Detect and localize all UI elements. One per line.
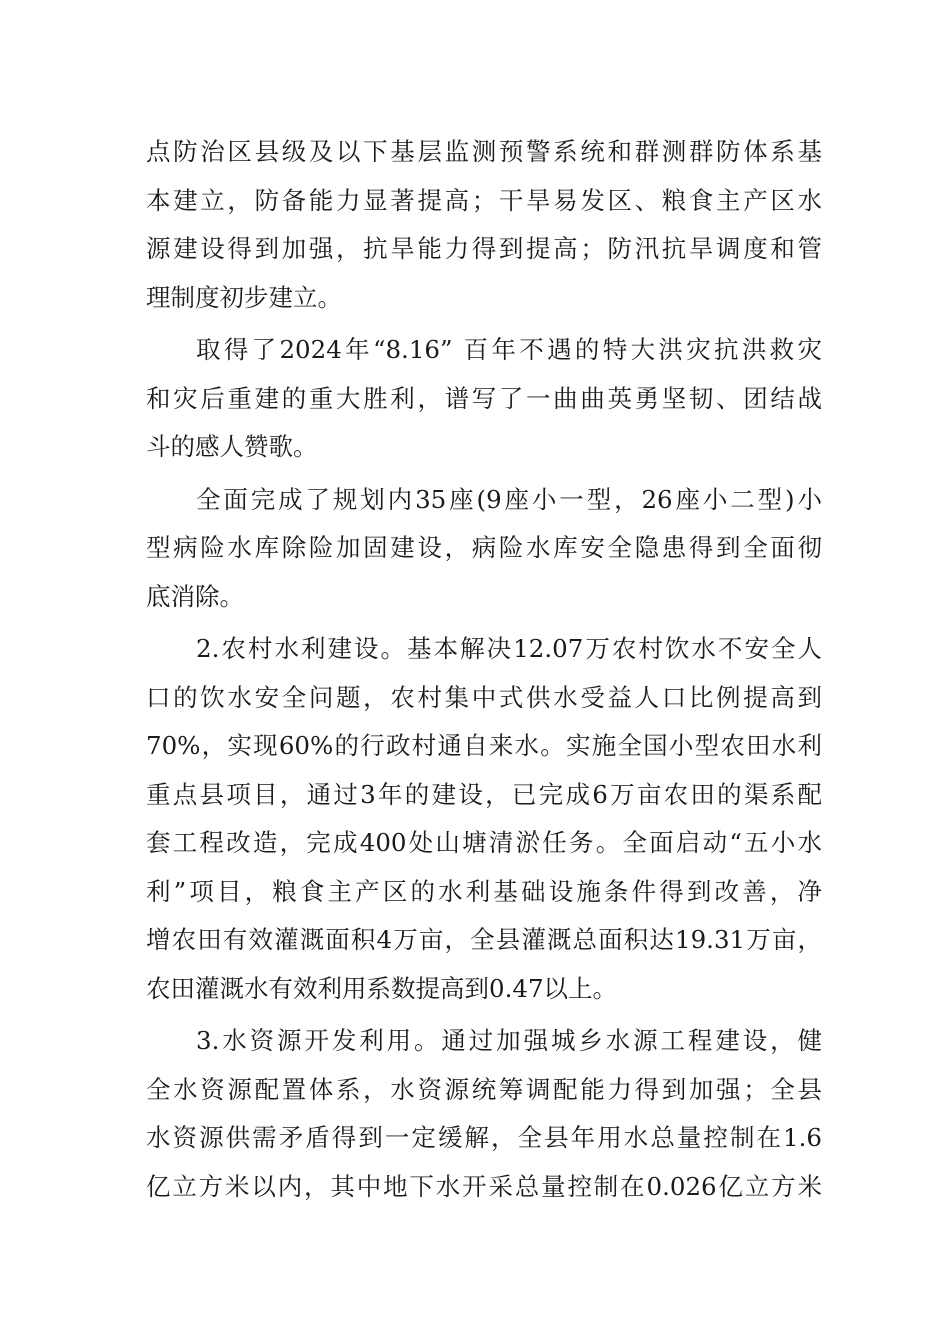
text-line: 农田灌溉水有效利用系数提高到0.47以上。	[146, 973, 618, 1003]
text-line: 点防治区县级及以下基层监测预警系统和群测群防体系基	[146, 137, 822, 166]
text-line: 2.农村水利建设。基本解决12.07万农村饮水不安全人	[196, 634, 822, 663]
text-line: 3.水资源开发利用。通过加强城乡水源工程建设，健	[196, 1026, 822, 1055]
text-line: 全水资源配置体系，水资源统筹调配能力得到加强；全县	[146, 1074, 822, 1104]
text-line: 口的饮水安全问题，农村集中式供水受益人口比例提高到	[146, 682, 822, 712]
text-line: 源建设得到加强，抗旱能力得到提高；防汛抗旱调度和管	[146, 234, 822, 263]
text-line: 底消除。	[146, 581, 244, 611]
document-body	[146, 128, 822, 1211]
text-line: 70%，实现60%的行政村通自来水。实施全国小型农田水利	[146, 731, 822, 760]
paragraph-2	[146, 326, 822, 472]
text-line: 全面完成了规划内35座(9座小一型，26座小二型)小	[196, 484, 822, 514]
text-line: 增农田有效灌溉面积4万亩，全县灌溉总面积达19.31万亩，	[146, 925, 822, 954]
text-line: 斗的感人赞歌。	[146, 432, 318, 461]
text-line: 套工程改造，完成400处山塘清淤任务。全面启动“五小水	[146, 828, 822, 857]
text-line: 水资源供需矛盾得到一定缓解，全县年用水总量控制在1.6	[146, 1123, 822, 1152]
text-line: 理制度初步建立。	[146, 282, 342, 312]
paragraph-5	[146, 1017, 822, 1211]
text-line: 取得了2024年“8.16” 百年不遇的特大洪灾抗洪救灾	[196, 335, 822, 364]
text-line: 本建立，防备能力显著提高；干旱易发区、粮食主产区水	[146, 185, 822, 215]
text-line: 重点县项目，通过3年的建设，已完成6万亩农田的渠系配	[146, 779, 822, 809]
text-line: 利”项目，粮食主产区的水利基础设施条件得到改善，净	[146, 876, 822, 906]
text-line: 和灾后重建的重大胜利，谱写了一曲曲英勇坚韧、团结战	[146, 383, 822, 413]
paragraph-4	[146, 625, 822, 1013]
paragraph-1	[146, 128, 822, 322]
text-line: 型病险水库除险加固建设，病险水库安全隐患得到全面彻	[146, 533, 822, 562]
paragraph-3	[146, 476, 822, 622]
text-line: 亿立方米以内，其中地下水开采总量控制在0.026亿立方米	[146, 1171, 822, 1201]
